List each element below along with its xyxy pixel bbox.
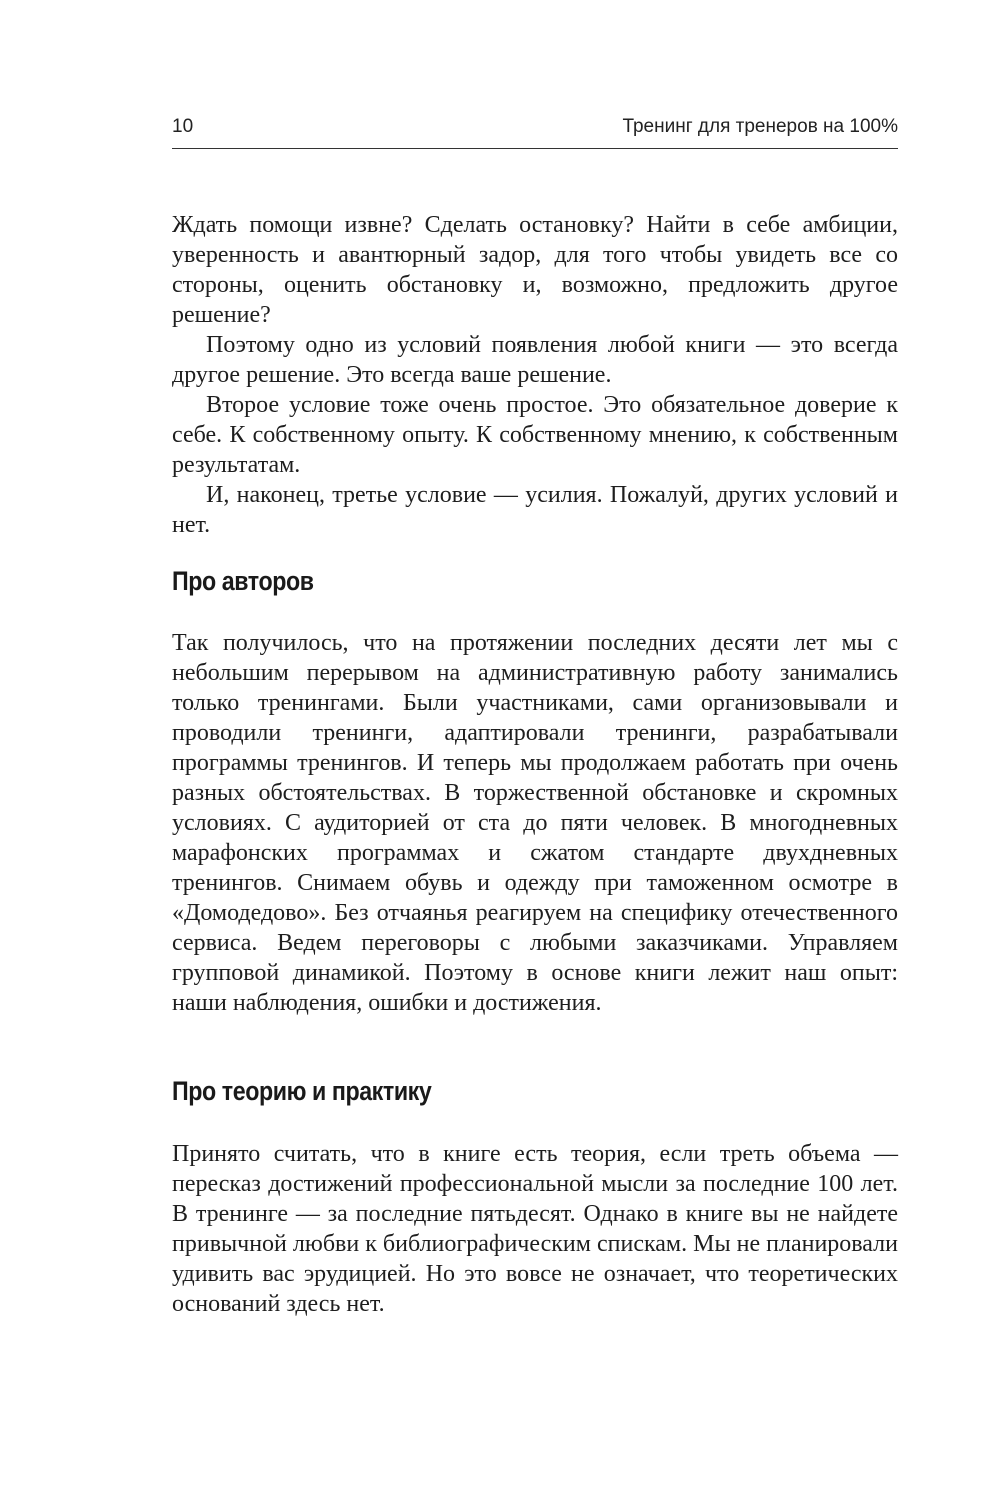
paragraph: Поэтому одно из условий появления любой книги — это всегда другое решение. Это всегда ваше решение. [172,332,898,388]
section-heading-theory: Про теорию и практику [172,1076,432,1106]
authors-text [172,628,898,1018]
paragraph: Второе условие тоже очень простое. Это обязательное доверие к себе. К собственному опыту. К собственному мнению, к собственным результатам. [172,392,898,478]
intro-text [172,210,898,540]
section-heading-authors: Про авторов [172,566,314,596]
paragraph: Так получилось, что на протяжении последних десяти лет мы с небольшим перерывом на административную работу занимались только тренингами. Были участниками, сами организовывали и проводили тренинги, адаптировали тренинги, разрабатывали программы тренингов. И теперь мы продолжаем работать при очень разных обстоятельствах. В торжественной обстановке и скромных условиях. С аудиторией от ста до пяти человек. В многодневных марафонских программах и сжатом стандарте двухдневных тренингов. Снимаем обувь и одежду при таможенном осмотре в «Домодедово». Без отчаянья реагируем на специфику отечественного сервиса. Ведем переговоры с любыми заказчиками. Управляем групповой динамикой. Поэтому в основе книги лежит наш опыт: наши наблюдения, ошибки и достижения. [172,630,898,1016]
page-number: 10 [172,116,194,137]
paragraph: Принято считать, что в книге есть теория, если треть объема — пересказ достижений профессиональной мысли за последние 100 лет. В тренинге — за последние пятьдесят. Однако в книге вы не найдете привычной любви к библиографическим спискам. Мы не планировали удивить вас эрудицией. Но это вовсе не означает, что теоретических оснований здесь нет. [172,1141,898,1317]
paragraph: И, наконец, третье условие — усилия. Пожалуй, других условий и нет. [172,482,898,538]
book-title: Тренинг для тренеров на 100% [622,116,898,137]
theory-text [172,1139,898,1319]
running-head [172,112,898,148]
header-rule [172,148,898,149]
paragraph: Ждать помощи извне? Сделать остановку? Найти в себе амбиции, уверенность и авантюрный задор, для того чтобы увидеть все со стороны, оценить обстановку и, возможно, предложить другое решение? [172,212,898,328]
